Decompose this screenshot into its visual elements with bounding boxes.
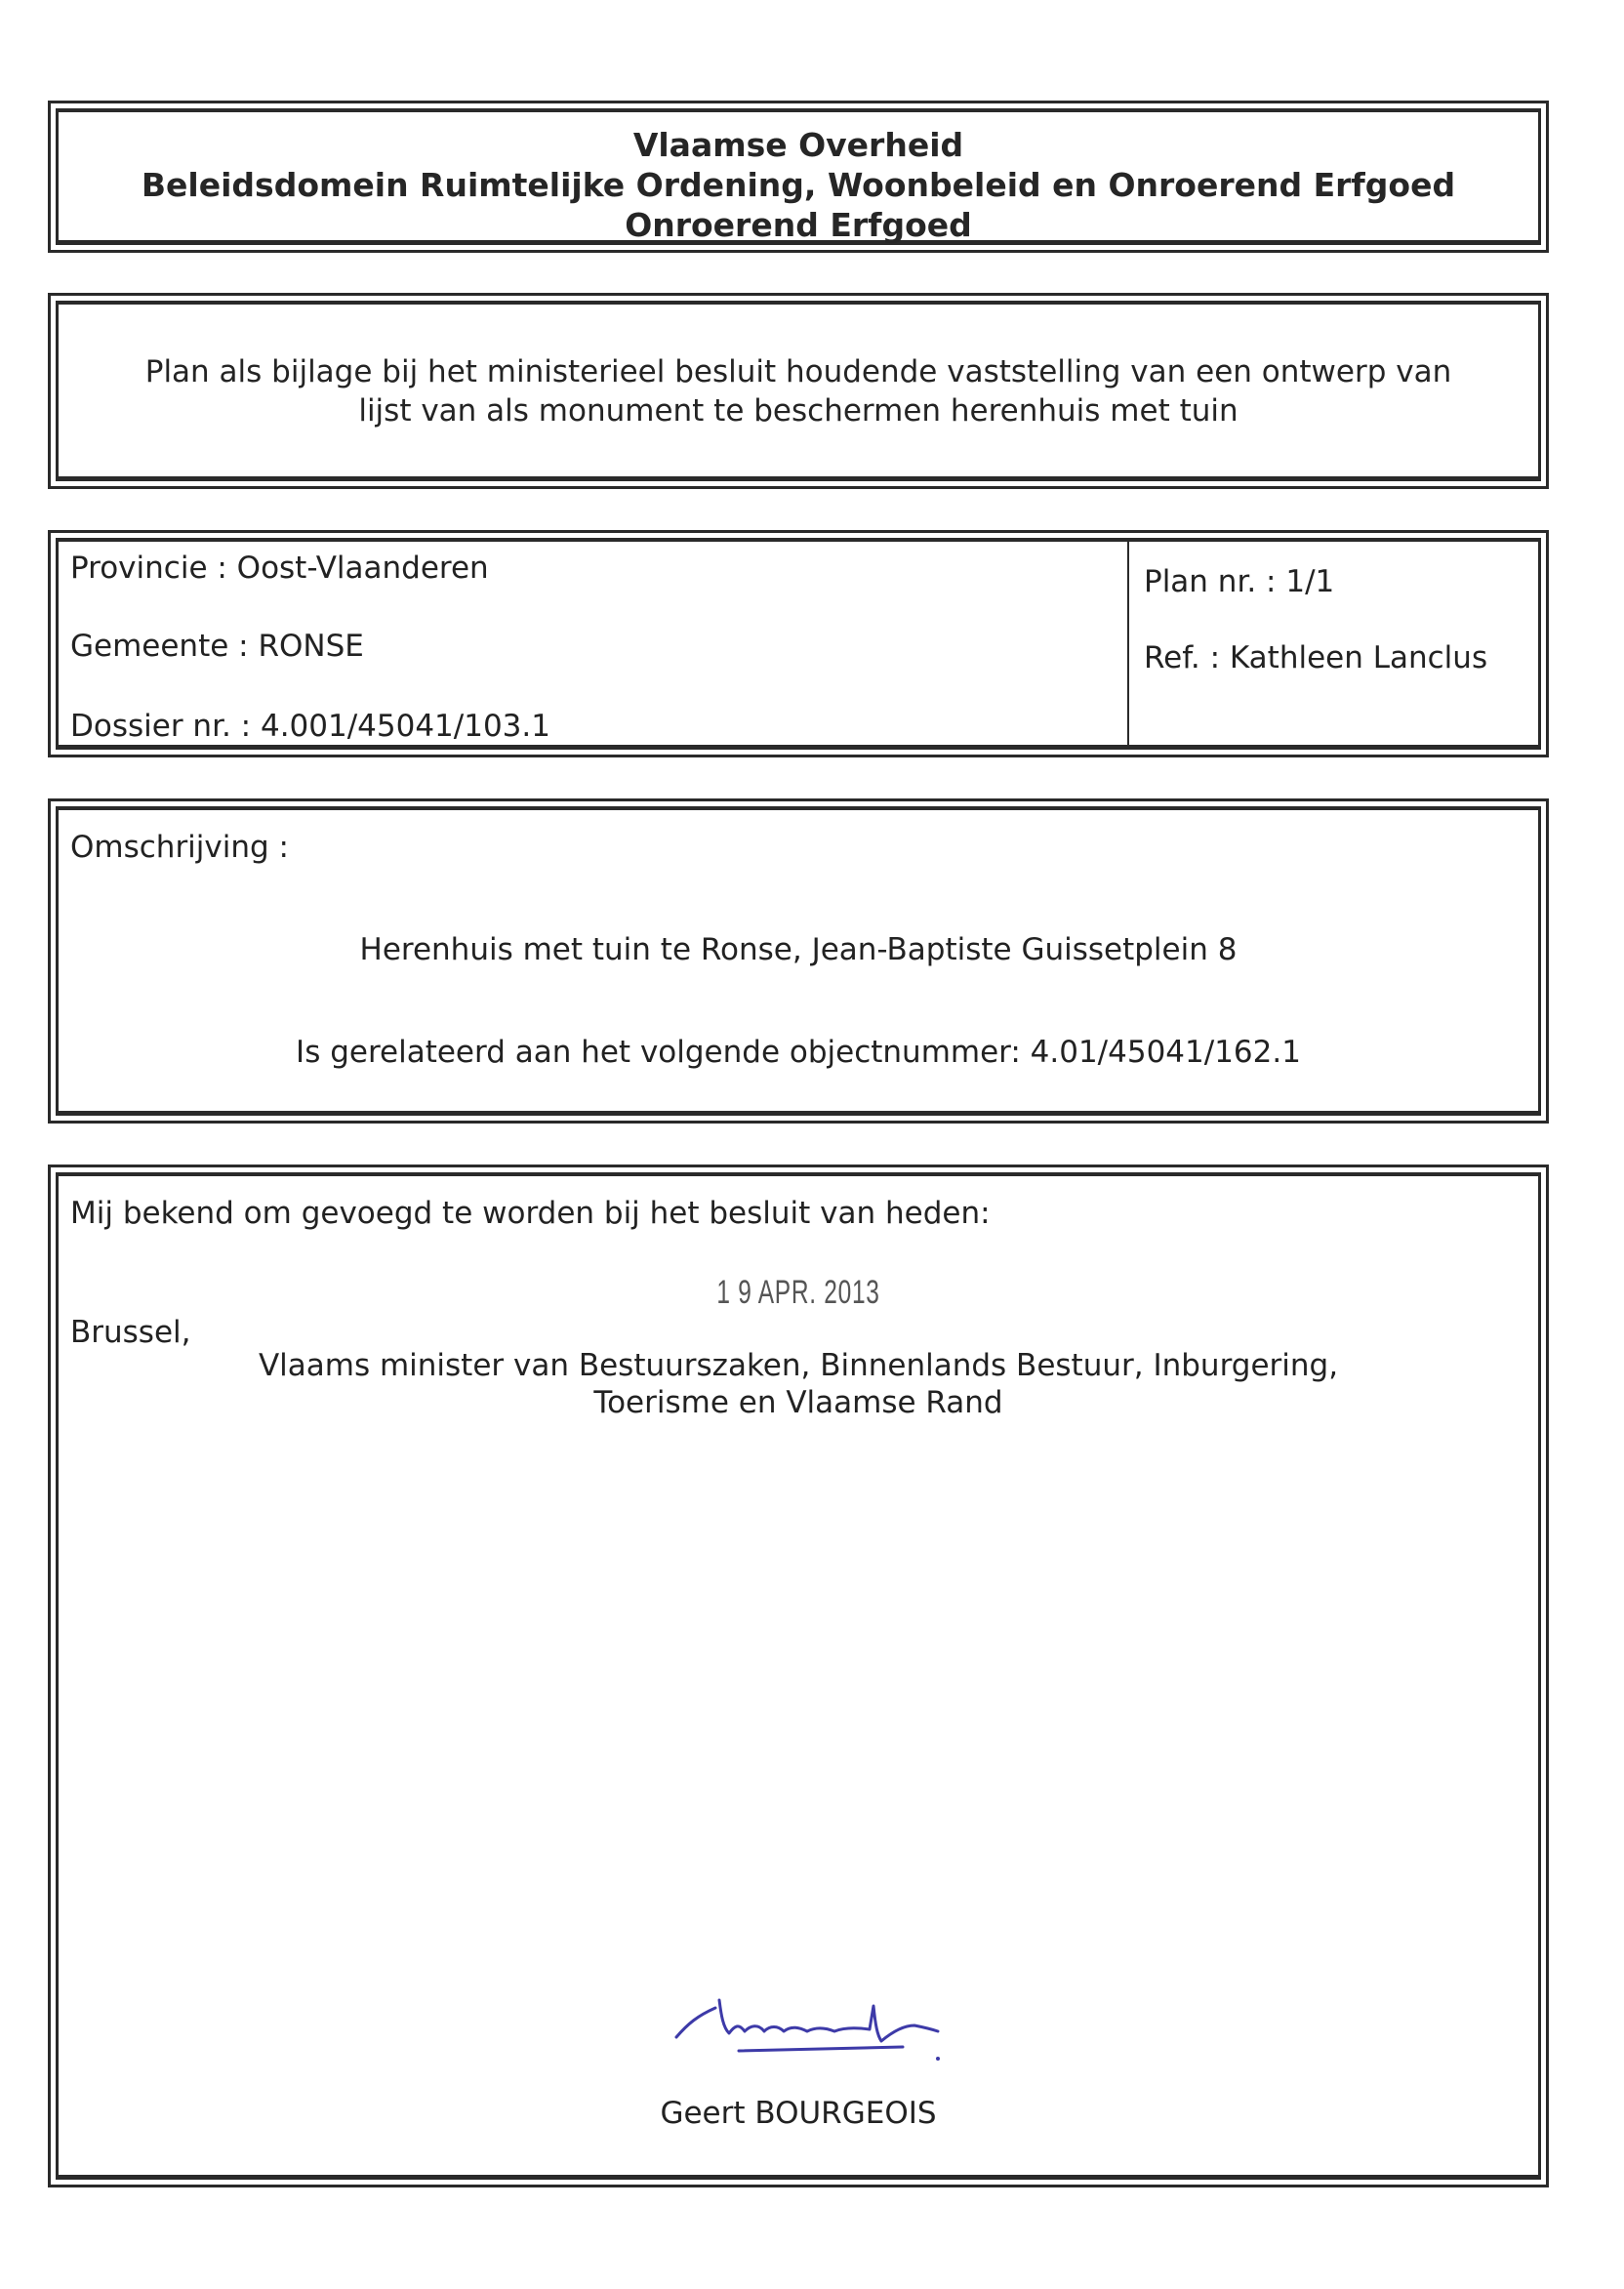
header-box <box>48 101 1549 253</box>
signature-stroke-lead <box>676 2008 715 2037</box>
description-label: Omschrijving : <box>70 830 289 865</box>
related-object-number: Is gerelateerd aan het volgende objectnummer: 4.01/45041/162.1 <box>296 1035 1301 1070</box>
description-box <box>48 798 1549 1124</box>
signer-name: Geert BOURGEOIS <box>660 2096 937 2131</box>
approval-statement: Mij bekend om gevoegd te worden bij het besluit van heden: <box>70 1196 991 1231</box>
plan-title-line-1: Plan als bijlage bij het ministerieel besluit houdende vaststelling van een ontwerp van <box>144 354 1452 389</box>
city-label: Brussel, <box>70 1315 191 1350</box>
column-divider <box>1127 542 1129 745</box>
signature-stroke-main <box>719 2000 938 2041</box>
signature-underline <box>739 2047 903 2051</box>
dossier-number-field: Dossier nr. : 4.001/45041/103.1 <box>70 709 550 744</box>
provincie-field: Provincie : Oost-Vlaanderen <box>70 551 489 586</box>
description-box-inner <box>56 806 1541 1116</box>
handwritten-signature-icon <box>669 1986 942 2064</box>
plan-title-line-2: lijst van als monument te beschermen herenhuis met tuin <box>358 393 1238 429</box>
agency-title: Onroerend Erfgoed <box>625 206 972 244</box>
minister-title-line-1: Vlaams minister van Bestuurszaken, Binnenlands Bestuur, Inburgering, <box>258 1348 1339 1383</box>
plan-title-box-inner <box>56 301 1541 481</box>
signature-box <box>48 1165 1549 2187</box>
minister-title-line-2: Toerisme en Vlaamse Rand <box>593 1385 1003 1420</box>
plan-title-box <box>48 293 1549 489</box>
gemeente-field: Gemeente : RONSE <box>70 629 364 664</box>
info-box-inner <box>56 538 1541 750</box>
plan-number-field: Plan nr. : 1/1 <box>1144 564 1335 599</box>
organization-title: Vlaamse Overheid <box>632 126 964 164</box>
header-box-inner <box>56 108 1541 245</box>
date-stamp: 1 9 APR. 2013 <box>716 1274 880 1311</box>
description-address: Herenhuis met tuin te Ronse, Jean-Baptiste Guissetplein 8 <box>359 932 1238 967</box>
info-box <box>48 530 1549 757</box>
signature-box-inner <box>56 1172 1541 2180</box>
reference-field: Ref. : Kathleen Lanclus <box>1144 640 1488 675</box>
signature-dot <box>936 2057 940 2061</box>
policy-domain-title: Beleidsdomein Ruimtelijke Ordening, Woonbeleid en Onroerend Erfgoed <box>141 166 1456 204</box>
